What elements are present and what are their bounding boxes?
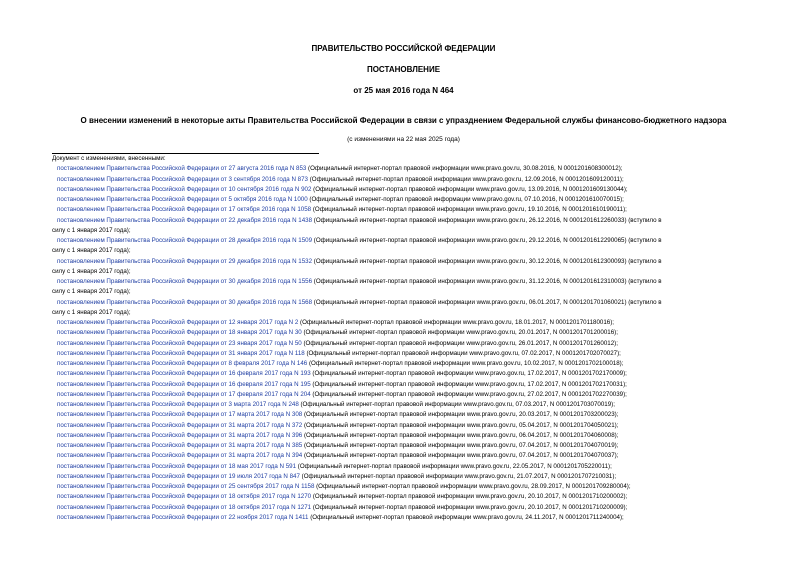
amendment-details: (Официальный интернет-портал правовой информации www.pravo.gov.ru, 26.01.2017, N 0001201701260012); <box>301 339 618 347</box>
amendment-details: (Официальный интернет-портал правовой информации www.pravo.gov.ru, 17.02.2017, N 0001201702170009); <box>310 370 627 378</box>
amendment-link[interactable]: постановлением Правительства Российской Федерации от 30 декабря 2016 года N 1568 <box>57 298 313 306</box>
amendment-link[interactable]: постановлением Правительства Российской Федерации от 31 марта 2017 года N 372 <box>57 421 303 429</box>
amendment-details: (Официальный интернет-портал правовой информации www.pravo.gov.ru, 07.03.2017, N 0001201703070019); <box>298 401 615 408</box>
amendment-line <box>52 175 774 185</box>
amendment-line <box>52 410 774 420</box>
amendment-line <box>52 267 774 277</box>
document-title: О внесении изменений в некоторые акты Правительства Российской Федерации в связи с упразднением Федеральной службы финансово-бюджетного надзора <box>80 116 727 125</box>
amendment-link[interactable]: постановлением Правительства Российской Федерации от 3 сентября 2016 года N 873 <box>57 175 308 183</box>
amendment-line <box>52 421 774 431</box>
amendment-details: (Официальный интернет-портал правовой информации www.pravo.gov.ru, 30.08.2016, N 0001201608300012); <box>306 165 623 173</box>
amendment-details: (Официальный интернет-портал правовой информации www.pravo.gov.ru, 20.10.2017, N 0001201710200009); <box>311 503 628 511</box>
amendment-link[interactable]: постановлением Правительства Российской Федерации от 10 сентября 2016 года N 902 <box>57 185 312 193</box>
amendment-line <box>52 257 774 267</box>
amendment-details: (Официальный интернет-портал правовой информации www.pravo.gov.ru, 22.05.2017, N 0001201705220011); <box>296 462 612 470</box>
amendment-line <box>52 216 774 226</box>
amendment-link[interactable]: постановлением Правительства Российской Федерации от 31 марта 2017 года N 396 <box>57 431 303 439</box>
amendment-details: (Официальный интернет-портал правовой информации www.pravo.gov.ru, 07.04.2017, N 0001201704070019); <box>302 442 619 449</box>
amendment-link[interactable]: постановлением Правительства Российской Федерации от 18 октября 2017 года N 1271 <box>57 503 312 511</box>
amendment-line <box>52 451 774 461</box>
amendment-link[interactable]: постановлением Правительства Российской Федерации от 3 марта 2017 года N 248 <box>57 401 299 408</box>
amendment-details: (Официальный интернет-портал правовой информации www.pravo.gov.ru, 24.11.2017, N 0001201711240004); <box>308 513 624 521</box>
amendment-line <box>52 205 774 215</box>
amendment-details: (Официальный интернет-портал правовой информации www.pravo.gov.ru, 07.10.2016, N 0001201610070015); <box>307 196 624 203</box>
amendment-line <box>52 503 774 513</box>
amendment-line <box>52 462 774 472</box>
amendment-line <box>52 472 774 482</box>
amendment-link[interactable]: постановлением Правительства Российской Федерации от 31 марта 2017 года N 394 <box>57 452 303 460</box>
amendment-link[interactable]: постановлением Правительства Российской Федерации от 18 октября 2017 года N 1270 <box>57 493 312 501</box>
amendment-details: (Официальный интернет-портал правовой информации www.pravo.gov.ru, 31.12.2016, N 0001201612310003) (вступило в <box>312 278 662 285</box>
amendment-details: (Официальный интернет-портал правовой информации www.pravo.gov.ru, 21.07.2017, N 0001201707210031); <box>299 472 617 480</box>
amendment-link[interactable]: постановлением Правительства Российской Федерации от 31 марта 2017 года N 385 <box>57 442 303 449</box>
amendment-details: (Официальный интернет-портал правовой информации www.pravo.gov.ru, 10.02.2017, N 0001201702100018); <box>307 360 624 367</box>
amendment-details: (Официальный интернет-портал правовой информации www.pravo.gov.ru, 30.12.2016, N 0001201612300093) (вступило в <box>312 257 662 265</box>
amendment-line <box>52 513 774 523</box>
amendment-line <box>52 492 774 502</box>
amendment-link[interactable]: постановлением Правительства Российской Федерации от 22 ноября 2017 года N 1411 <box>57 513 309 521</box>
amendment-line <box>52 482 774 492</box>
amendment-line <box>52 287 774 297</box>
amendment-line <box>52 359 774 369</box>
header-date-number: от 25 мая 2016 года N 464 <box>353 86 454 95</box>
amendment-details: (Официальный интернет-портал правовой информации www.pravo.gov.ru, 29.12.2016, N 0001201612290065) (вступило в <box>312 237 662 244</box>
amendment-details: (Официальный интернет-портал правовой информации www.pravo.gov.ru, 20.03.2017, N 0001201703200023); <box>302 411 619 419</box>
amendment-details: силу с 1 января 2017 года); <box>52 267 131 275</box>
amendment-line <box>52 339 774 349</box>
amendment-line <box>52 441 774 451</box>
amendment-line <box>52 328 774 338</box>
amendment-details: (Официальный интернет-портал правовой информации www.pravo.gov.ru, 06.01.2017, N 0001201701060021) (вступило в <box>312 298 662 306</box>
amendment-link[interactable]: постановлением Правительства Российской Федерации от 8 февраля 2017 года N 146 <box>57 360 308 367</box>
amendment-details: силу с 1 января 2017 года); <box>52 288 131 296</box>
amendment-link[interactable]: постановлением Правительства Российской Федерации от 23 января 2017 года N 50 <box>57 339 302 347</box>
amendment-details: (Официальный интернет-портал правовой информации www.pravo.gov.ru, 27.02.2017, N 0001201702270039); <box>310 390 627 398</box>
amendment-details: (Официальный интернет-портал правовой информации www.pravo.gov.ru, 18.01.2017, N 0001201701180016); <box>298 319 615 326</box>
amendment-details: (Официальный интернет-портал правовой информации www.pravo.gov.ru, 06.04.2017, N 0001201704060008); <box>302 431 619 439</box>
amendment-link[interactable]: постановлением Правительства Российской Федерации от 19 июля 2017 года N 847 <box>57 472 300 480</box>
amendment-line <box>52 277 774 287</box>
amendment-link[interactable]: постановлением Правительства Российской Федерации от 17 марта 2017 года N 308 <box>57 411 303 419</box>
amendments-list <box>52 154 774 523</box>
amendment-line <box>52 390 774 400</box>
amendment-line <box>52 236 774 246</box>
amendment-details: силу с 1 января 2017 года); <box>52 226 131 234</box>
amendment-link[interactable]: постановлением Правительства Российской Федерации от 18 мая 2017 года N 591 <box>57 462 297 470</box>
amendment-line <box>52 380 774 390</box>
amendment-link[interactable]: постановлением Правительства Российской Федерации от 30 декабря 2016 года N 1556 <box>57 278 313 285</box>
amendment-link[interactable]: постановлением Правительства Российской Федерации от 29 декабря 2016 года N 1532 <box>57 257 313 265</box>
header-doc-type: ПОСТАНОВЛЕНИЕ <box>366 65 441 74</box>
amendment-line <box>52 400 774 410</box>
amendment-line <box>52 185 774 195</box>
amendment-line <box>52 431 774 441</box>
amendment-link[interactable]: постановлением Правительства Российской Федерации от 12 января 2017 года N 2 <box>57 319 299 326</box>
amendment-link[interactable]: постановлением Правительства Российской Федерации от 25 сентября 2017 года N 1158 <box>57 483 315 490</box>
amendment-line <box>52 164 774 174</box>
amendment-details: силу с 1 января 2017 года); <box>52 308 131 316</box>
amendment-link[interactable]: постановлением Правительства Российской Федерации от 17 октября 2016 года N 1058 <box>57 206 312 214</box>
amendment-details: (Официальный интернет-портал правовой информации www.pravo.gov.ru, 19.10.2016, N 0001201610190011); <box>311 206 627 214</box>
amendment-link[interactable]: постановлением Правительства Российской Федерации от 22 декабря 2016 года N 1438 <box>57 216 313 224</box>
revision-note: (с изменениями на 22 мая 2025 года) <box>347 136 460 143</box>
header-org: ПРАВИТЕЛЬСТВО РОССИЙСКОЙ ФЕДЕРАЦИИ <box>311 44 496 53</box>
amendment-details: (Официальный интернет-портал правовой информации www.pravo.gov.ru, 17.02.2017, N 0001201702170031); <box>310 380 627 388</box>
amendment-details: (Официальный интернет-портал правовой информации www.pravo.gov.ru, 13.09.2016, N 0001201609130044); <box>311 185 628 193</box>
amendment-link[interactable]: постановлением Правительства Российской Федерации от 17 февраля 2017 года N 204 <box>57 390 311 398</box>
amendment-link[interactable]: постановлением Правительства Российской Федерации от 31 января 2017 года N 118 <box>57 349 305 357</box>
amendment-details: силу с 1 января 2017 года); <box>52 247 131 255</box>
amendment-line <box>52 246 774 256</box>
amendment-details: (Официальный интернет-портал правовой информации www.pravo.gov.ru, 05.04.2017, N 0001201704050021); <box>302 421 619 429</box>
amendment-details: (Официальный интернет-портал правовой информации www.pravo.gov.ru, 26.12.2016, N 0001201612260033) (вступило в <box>312 216 662 224</box>
amendment-details: (Официальный интернет-портал правовой информации www.pravo.gov.ru, 20.10.2017, N 0001201710200002); <box>311 493 628 501</box>
amendment-link[interactable]: постановлением Правительства Российской Федерации от 16 февраля 2017 года N 193 <box>57 370 311 378</box>
amendments-intro: Документ с изменениями, внесенными: <box>52 155 166 162</box>
amendment-line <box>52 226 774 236</box>
amendment-link[interactable]: постановлением Правительства Российской Федерации от 5 октября 2016 года N 1000 <box>57 196 308 203</box>
amendment-link[interactable]: постановлением Правительства Российской Федерации от 28 декабря 2016 года N 1509 <box>57 237 313 244</box>
amendment-line <box>52 298 774 308</box>
amendment-line <box>52 195 774 205</box>
amendment-link[interactable]: постановлением Правительства Российской Федерации от 27 августа 2016 года N 853 <box>57 165 307 173</box>
amendment-link[interactable]: постановлением Правительства Российской Федерации от 18 января 2017 года N 30 <box>57 329 302 337</box>
amendment-line <box>52 318 774 328</box>
amendment-details: (Официальный интернет-портал правовой информации www.pravo.gov.ru, 07.02.2017, N 0001201702070027); <box>304 349 621 357</box>
amendment-details: (Официальный интернет-портал правовой информации www.pravo.gov.ru, 28.09.2017, N 0001201709280004); <box>314 483 631 490</box>
amendment-details: (Официальный интернет-портал правовой информации www.pravo.gov.ru, 12.09.2016, N 0001201609120011); <box>307 175 624 183</box>
amendment-link[interactable]: постановлением Правительства Российской Федерации от 16 февраля 2017 года N 195 <box>57 380 311 388</box>
amendment-line <box>52 308 774 318</box>
amendment-details: (Официальный интернет-портал правовой информации www.pravo.gov.ru, 20.01.2017, N 0001201701200016); <box>301 329 618 337</box>
amendment-details: (Официальный интернет-портал правовой информации www.pravo.gov.ru, 07.04.2017, N 0001201704070037); <box>302 452 619 460</box>
amendment-line <box>52 369 774 379</box>
amendment-line <box>52 349 774 359</box>
